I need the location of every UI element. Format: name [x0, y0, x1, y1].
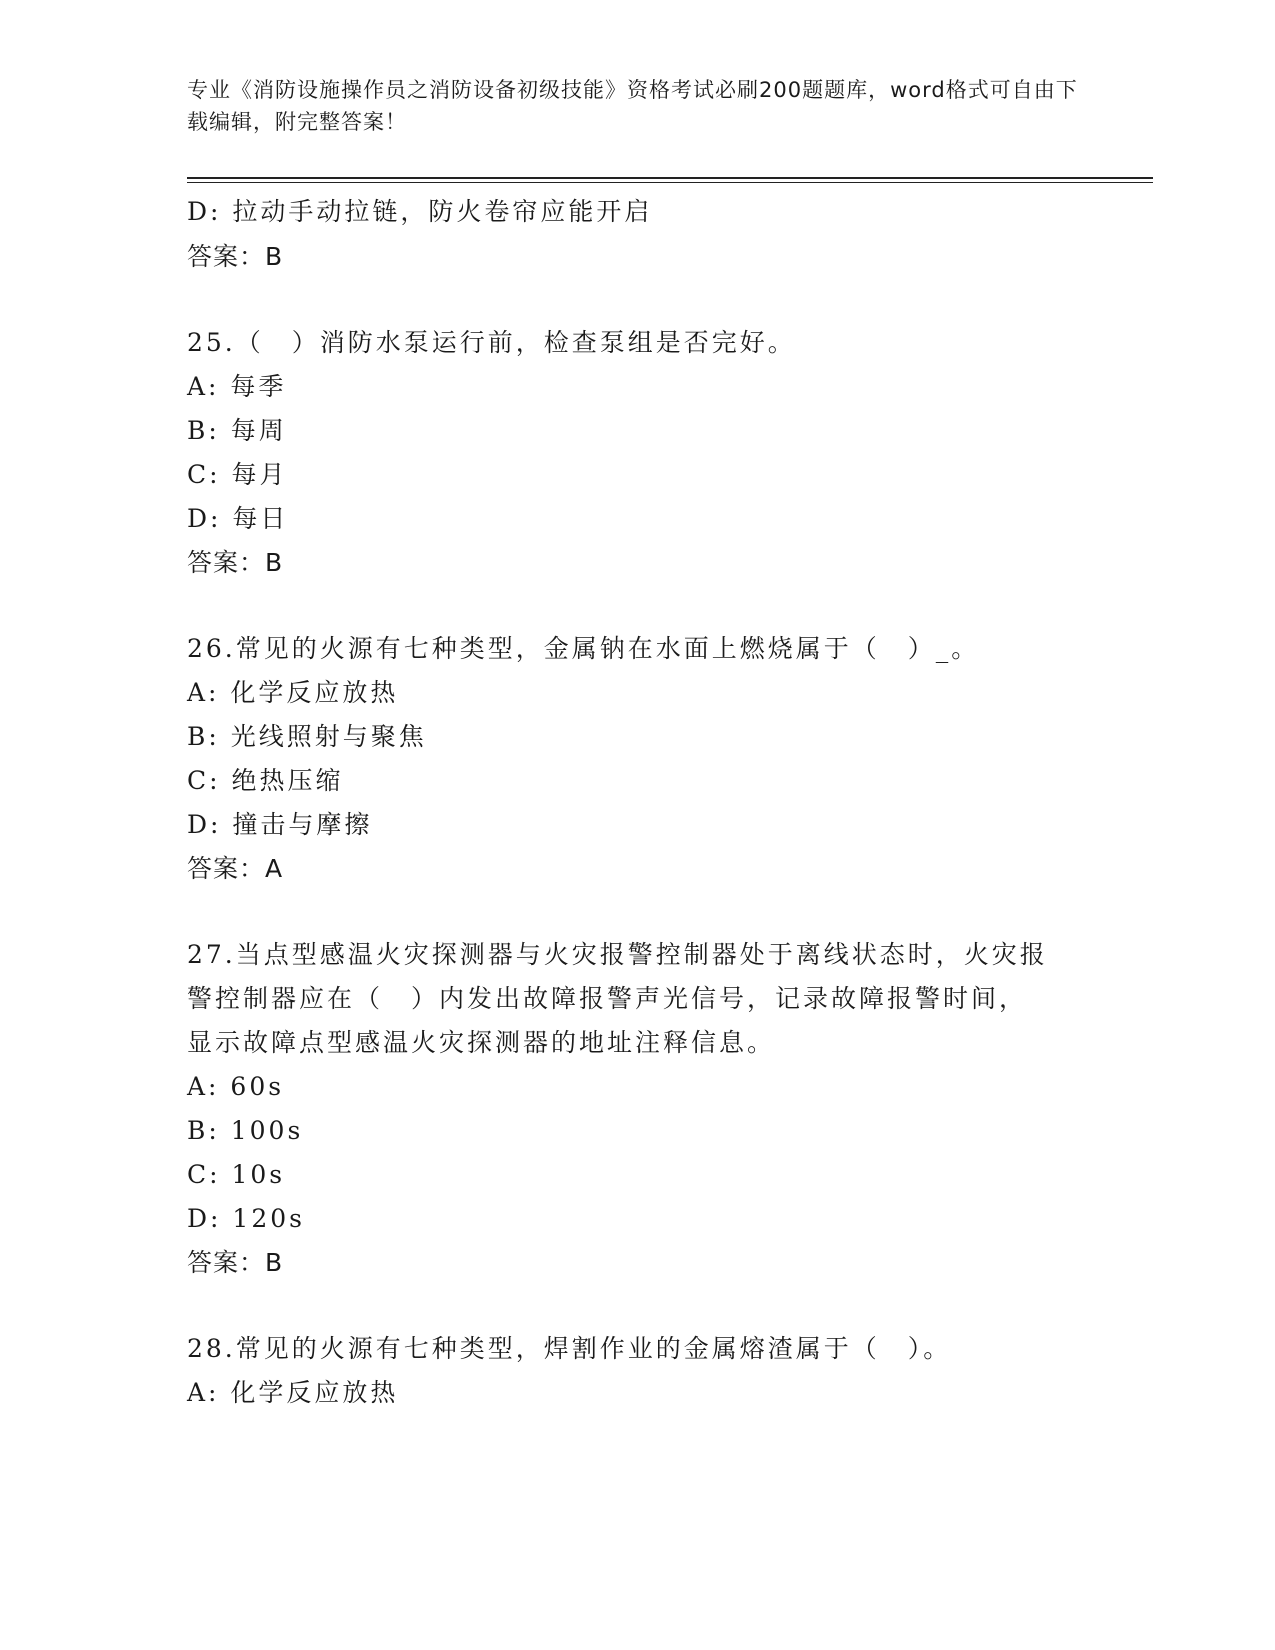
option-d-q27: D: 120s [187, 1204, 305, 1233]
option-b-q26: B: 光线照射与聚焦 [187, 722, 427, 751]
answer-q26: 答案：A [187, 854, 284, 883]
option-d-q26: D: 撞击与摩擦 [187, 810, 373, 839]
answer-q25: 答案：B [187, 548, 284, 577]
question-27-line-3: 显示故障点型感温火灾探测器的地址注释信息。 [187, 1028, 776, 1057]
option-a-q27: A: 60s [187, 1072, 285, 1101]
option-d-q24: D: 拉动手动拉链，防火卷帘应能开启 [187, 197, 653, 226]
answer-q27: 答案：B [187, 1248, 284, 1277]
option-c-q25: C: 每月 [187, 460, 288, 489]
answer-q24: 答案：B [187, 242, 284, 271]
question-26: 26.常见的火源有七种类型，金属钠在水面上燃烧属于（ ）_。 [187, 634, 980, 663]
option-a-q25: A: 每季 [187, 372, 287, 401]
option-c-q27: C: 10s [187, 1160, 286, 1189]
option-a-q28: A: 化学反应放热 [187, 1378, 399, 1407]
option-b-q25: B: 每周 [187, 416, 287, 445]
header-divider-top [187, 177, 1153, 179]
option-c-q26: C: 绝热压缩 [187, 766, 344, 795]
header-divider-bottom [187, 182, 1153, 183]
question-28: 28.常见的火源有七种类型，焊割作业的金属熔渣属于（ ）。 [187, 1334, 952, 1363]
question-25: 25.（ ）消防水泵运行前，检查泵组是否完好。 [187, 328, 796, 357]
option-b-q27: B: 100s [187, 1116, 304, 1145]
question-27-line-2: 警控制器应在（ ）内发出故障报警声光信号，记录故障报警时间， [187, 984, 1028, 1013]
option-a-q26: A: 化学反应放热 [187, 678, 399, 707]
option-d-q25: D: 每日 [187, 504, 289, 533]
question-27-line-1: 27.当点型感温火灾探测器与火灾报警控制器处于离线状态时，火灾报 [187, 940, 1048, 969]
document-header: 专业《消防设施操作员之消防设备初级技能》资格考试必刷200题题库，word格式可自由下载编辑，附完整答案！ [187, 78, 1078, 134]
